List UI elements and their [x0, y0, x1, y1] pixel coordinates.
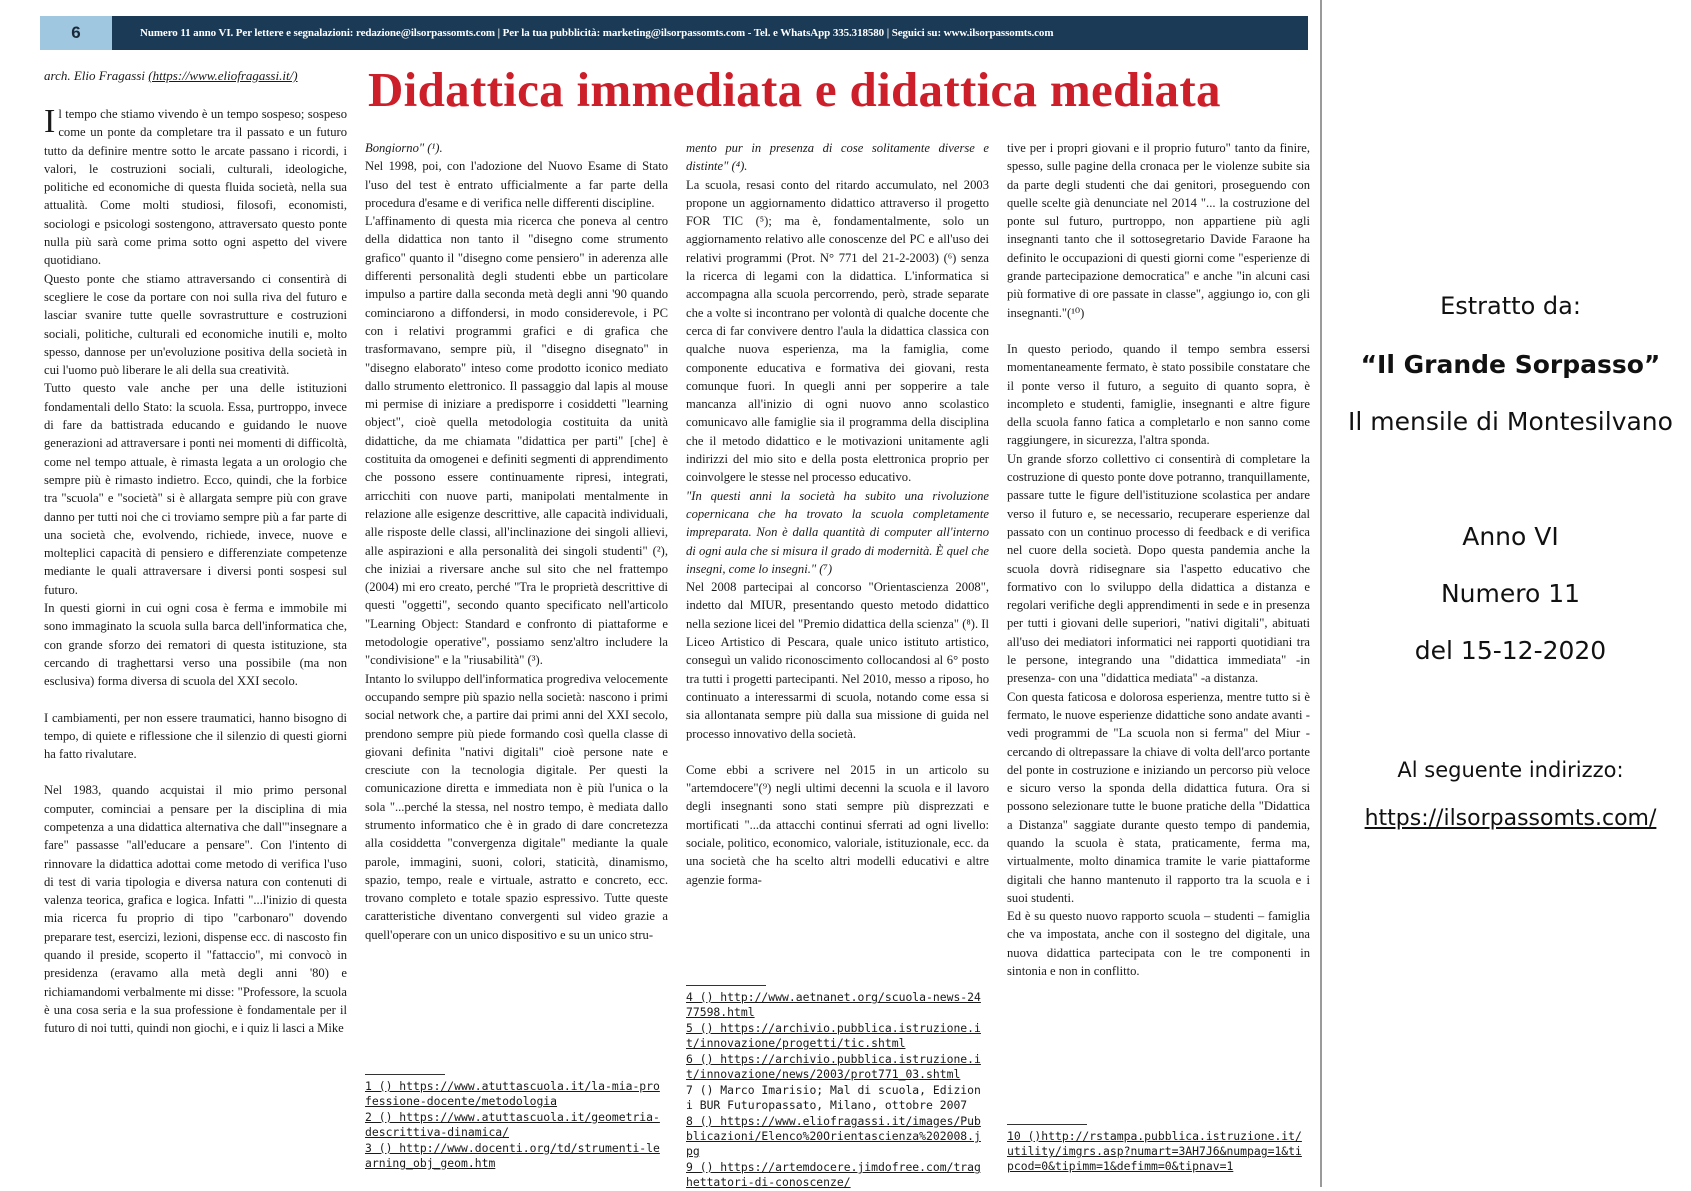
footnote-link[interactable]: 4 () http://www.aetnanet.org/scuola-news-2477598.html [686, 990, 981, 1019]
paragraph: Questo ponte che stiamo attraversando ci consentirà di scegliere le cose da portare con noi sulla riva del futuro e lasciar svanire tutte quelle sovrastrutture e costruzioni sociali, politiche, culturali ed economiche inutili e, molto spesso, dannose per un'evoluzione positiva della società in cui l'uomo può liberare le ali della sua creatività. [44, 271, 347, 378]
footnote-link[interactable]: 1 () https://www.atuttascuola.it/la-mia-professione-docente/metodologia [365, 1079, 660, 1108]
article-column-2 [365, 139, 668, 1159]
paragraph: Con questa faticosa e dolorosa esperienza, mentre tutto si è fermato, le nuove esperienze didattiche sono andate avanti - vedi programmi de "La scuola non si ferma" del Miur - cercando di oltrepassare la chiave di volta dell'arco portante del ponte in costruzione e iniziando un percorso più veloce e sicuro verso la sponda della didattica futura. Ora si possono selezionare tutte le buone pratiche della "Didattica a Distanza" saggiate durante questo tempo di pandemia, quando la scuola è stata, praticamente, ferma ma, virtualmente, molto dinamica tramite le varie piattaforme digitali che hanno mantenuto il rapporto tra la scuola e i suoi studenti. [1007, 689, 1310, 905]
footnote-link[interactable]: 3 () http://www.docenti.org/td/strumenti-learning_obj_geom.htm [365, 1141, 660, 1170]
paragraph: Intanto lo sviluppo dell'informatica progrediva velocemente occupando sempre più spazio nella società: nascono i primi social network che, a partire dai primi anni del XXI secolo, prendono sempre più piede formando così quella classe di giovani definita "nativi digitali" cioè persone nate e cresciute con la tecnologia digitale. Per questi la comunicazione diretta e immediata non è più l'unica o la sola "...perché la stessa, nel nostro tempo, è mediata dallo strumento informatico che è in grado di dare concretezza alla cosiddetta "convergenza digitale" mediante la quale parole, immagini, suoni, colori, staticità, dinamismo, spazio, tempo, reale e virtuale, astratto e concreto, ecc. trovano completo e totale spazio espressivo. Tutte queste caratteristiche diventano convergenti sul video grazie a quell'operare con un unico dispositivo e su un unico stru- [365, 671, 668, 942]
paragraph: mento pur in presenza di cose solitamente diverse e distinte" (⁴). [686, 141, 989, 174]
quote-paragraph: "In questi anni la società ha subito una rivoluzione copernicana che ha trovato la scuola completamente impreparata. Non è dalla quantità di computer all'interno di ogni aula che si misura il grado di modernità. È quel che insegni, come lo insegni." (⁷) [686, 488, 989, 576]
issue-date: del 15-12-2020 [1414, 636, 1607, 665]
paragraph: Il tempo che stiamo vivendo è un tempo sospeso; sospeso come un ponte da completare tra il passato e un futuro tutto da definire mentre sotto le arcate passano i ricordi, i valori, le costruzioni sociali, culturali, ideologiche, politiche ed economiche di questa fluida società, nella sua attualità. Come molti studiosi, filosofi, economisti, sociologi e psicologi sostengono, attraversato questo ponte nulla più sarà come prima sotto ogni aspetto del vivere quotidiano. [44, 105, 347, 268]
address-label: Al seguente indirizzo: [1397, 758, 1624, 782]
paragraph: tive per i propri giovani e il proprio futuro" tanto da finire, spesso, sulle pagine della cronaca per le violenze subite sia da parte degli studenti che dai genitori, proseguendo con quelle scelte già denunciate nel 2014 "... la costruzione del ponte sul futuro, purtroppo, non appartiene più agli insegnanti tanto che il sottosegretario Davide Faraone ha definito le occupazioni di questi giorni come "esperienze di grande partecipazione democratica" e anche "in alcuni casi più formative di ore passate in classe", aggiungo io, con gli insegnanti."(¹⁰) [1007, 141, 1310, 320]
footnote-link[interactable]: 9 () https://artemdocere.jimdofree.com/traghettatori-di-conoscenze/ [686, 1160, 981, 1189]
author-name: arch. Elio Fragassi [44, 68, 145, 83]
paragraph: Nel 2008 partecipai al concorso "Orientascienza 2008", indetto dal MIUR, presentando questo metodo didattico nella sezione licei del "Premio didattica della scienza" (⁸). Il Liceo Artistico di Pescara, quale unico istituto artistico, conseguì un valido riconoscimento collocandosi al 6° posto tra tutti i progetti partecipanti. Nel 2010, messo a riposo, ho continuato a interessarmi di scuola, notando come essa si sia allontanata sempre più dalla sua missione di guida nel processo innovativo della società. [686, 580, 989, 741]
publication-subtitle: Il mensile di Montesilvano [1348, 407, 1673, 436]
paragraph: In questi giorni in cui ogni cosa è ferma e immobile mi sono immaginato la scuola sulla barca dell'informatica che, con grande sforzo dei rematori di questa istituzione, sta cercando di traghettarsi verso una possibile (ma non esclusiva) forma diversa di scuola del XXI secolo. [44, 601, 347, 689]
author-link[interactable]: (https://www.eliofragassi.it/) [148, 68, 298, 83]
footnote-link[interactable]: 8 () https://www.eliofragassi.it/images/Pubblicazioni/Elenco%20Orientascienza%202008.jpg [686, 1114, 981, 1158]
issue-number: Numero 11 [1440, 579, 1581, 608]
drop-cap: I [44, 105, 56, 140]
headline: Didattica immediata e didattica mediata [368, 62, 1221, 117]
issue-year: Anno VI [1462, 522, 1559, 551]
footnotes-column-2 [365, 1074, 665, 1172]
footnote-divider [365, 1074, 445, 1075]
footnotes-column-3 [686, 985, 986, 1191]
publication-title: “Il Grande Sorpasso” [1360, 350, 1661, 379]
footnote-divider [686, 985, 766, 986]
paragraph: Tutto questo vale anche per una delle istituzioni fondamentali dello Stato: la scuola. Essa, purtroppo, invece di fare da battistrada educando e guidando le nuove generazioni ad attraversare i ponti nei momenti di difficoltà, come nel tempo attuale, è rimasta legata a un orologio che sempre più è rimasto indietro. Ecco, quindi, che la forbice tra "scuola" e "società" si è allargata sempre più con grave danno per tutti noi che ci troviamo sempre più a far parte di una società che, evolvendo, richiede, invece, nuove e molteplici capacità di pensiero e differenziate competenze mediante le quali attraversare i diversi ponti sospesi sul futuro. [44, 381, 347, 597]
header-band [40, 16, 1308, 50]
footnote-link[interactable]: 2 () https://www.atuttascuola.it/geometria-descrittiva-dinamica/ [365, 1110, 660, 1139]
paragraph: I cambiamenti, per non essere traumatici, hanno bisogno di tempo, di quiete e riflessione che il silenzio di questi giorni ha fatto rivalutare. [44, 710, 347, 762]
paragraph: In questo periodo, quando il tempo sembra essersi momentaneamente fermato, è stato possibile constatare che il ponte verso il futuro, a seguito di quanto sopra, è incompleto e studenti, famiglie, insegnanti e altre figure della scuola fanno fatica a completarlo e non sanno come raggiungere, in sicurezza, l'altra sponda. [1007, 341, 1310, 448]
footnotes-column-4 [1007, 1124, 1307, 1175]
publication-url-link[interactable]: https://ilsorpassomts.com/ [1364, 806, 1657, 831]
paragraph: Un grande sforzo collettivo ci consentirà di completare la costruzione di questo ponte dove potranno, tranquillamente, passare tutte le figure dell'istituzione scolastica per andare verso il futuro e, se necessario, recuperare esperienze dal passato con un continuo processo di feedback e di verifica nel cuore della società. Dopo questa pandemia anche la scuola dovrà ridisegnare sia l'aspetto educativo che formativo con lo sviluppo della didattica a distanza e regolari verifiche degli apprendimenti in sede e in presenza per tutti i giovani delle superiori, "nativi digitali", abituati all'uso dei mediatori informatici nei rapporti quotidiani tra le persone, integrando una "didattica immediata" -in presenza- con una "didattica mediata" -a distanza. [1007, 451, 1310, 686]
paragraph: Nel 1998, poi, con l'adozione del Nuovo Esame di Stato l'uso del test è entrato ufficialmente a far parte della procedura d'esame e di verifica nelle differenti discipline. [365, 159, 668, 210]
paragraph: La scuola, resasi conto del ritardo accumulato, nel 2003 propone un aggiornamento didattico attraverso il progetto FOR TIC (⁵); ma è, fondamentalmente, solo un aggiornamento relativo alle conoscenze del PC e all'uso dei relativi programmi (Prot. N° 771 del 21-2-2003) (⁶) senza la ricerca di legami con la didattica. L'informatica si accompagna alla scuola percorrendo, però, strade separate che a volte si incontrano per volontà di qualche docente che cerca di far convivere dentro l'aula la didattica classica con qualche nuova esperienza, ma la famiglia, come componente educativa e formativa dei giovani, resta comunque fuori. In quegli anni per sopperire a tale mancanza all'inizio di ogni nuovo anno scolastico comunicavo alle famiglie sia il programma della disciplina che il metodo didattico e le motivazioni unitamente agli indirizzi del mio sito e della posta elettronica proprio per coinvolgere le stesse nel processo educativo. [686, 177, 989, 485]
byline [44, 68, 298, 84]
footnote-link[interactable]: 10 ()http://rstampa.pubblica.istruzione.it/utility/imgrs.asp?numart=3AH7J6&numpag=1&tipcod=0&tipimm=1&defimm=0&tipnav=1 [1007, 1129, 1302, 1173]
extract-sidebar [1330, 0, 1691, 1187]
footnote-text: 7 () Marco Imarisio; Mal di scuola, Edizioni BUR Futuropassato, Milano, ottobre 2007 [686, 1083, 981, 1112]
paragraph: Bongiorno" (¹). [365, 141, 443, 155]
article-column-4 [1007, 139, 1310, 1159]
footnote-link[interactable]: 5 () https://archivio.pubblica.istruzione.it/innovazione/progetti/tic.shtml [686, 1021, 981, 1050]
paragraph: Nel 1983, quando acquistai il mio primo personal computer, cominciai a pensare per la disciplina di mia competenza a una didattica alternativa che dall'"insegnare a fare" passasse "all'educare a pensare". Con l'intento di rinnovare la didattica adottai come metodo di verifica l'uso di test di varia tipologia e diversa natura con contenuti di valenza teorica, grafica e logica. Infatti "...l'inizio di questa mia ricerca fu proprio di tipo "carbonaro" dovendo preparare test, esercizi, lezioni, dispense ecc. di nascosto fin quando il preside, scoperto il "fattaccio", mi convocò in presidenza (eravamo alla metà degli anni '80) e richiamandomi verbalmente mi disse: "Professore, la scuola è una cosa seria e la sua professione è fondamentale per il futuro di noi tutti, quindi non giochi, e i quiz li lasci a Mike [44, 783, 347, 1036]
paragraph: Ed è su questo nuovo rapporto scuola – studenti – famiglia che va impostata, anche con il sostegno del digitale, una nuova didattica partecipata con le tre componenti in sintonia e non in conflitto. [1007, 909, 1310, 979]
article-column-1 [44, 105, 347, 1160]
footnote-divider [1007, 1124, 1087, 1125]
header-info: Numero 11 anno VI. Per lettere e segnalazioni: redazione@ilsorpassomts.com | Per la tua pubblicità: marketing@ilsorpassomts.com - Tel. e WhatsApp 335.318580 | Seguici su: www.ilsorpassomts.com [140, 27, 1054, 39]
footnote-link[interactable]: 6 () https://archivio.pubblica.istruzione.it/innovazione/news/2003/prot771_03.shtml [686, 1052, 981, 1081]
paragraph: L'affinamento di questa mia ricerca che poneva al centro della didattica non tanto il "disegno come strumento grafico" quanto il "disegno come pensiero" in aderenza alle differenti personalità degli studenti ebbe un particolare impulso a partire dalla seconda metà degli anni '90 quando cominciarono a diffondersi, in modo considerevole, i PC con i relativi programmi grafici e di grafica che trasformavano, sempre più, il "disegno disegnato" in "disegno elaborato" inteso come prodotto iconico mediato dallo strumento elettronico. Il passaggio dal lapis al mouse mi permise di iniziare a predisporre i cosiddetti "learning object", cioè quella metodologia costituita da unità didattiche, da me chiamata "didattica per parti" [che] è costituita da omogenei e definiti segmenti di apprendimento che possono essere continuamente ripresi, integrati, arricchiti con nuove parti, manipolati mentalmente in relazione alle esigenze descrittive, alle capacità individuali, alle risposte delle classi, all'inclinazione dei singoli allievi, alle aspirazioni e alla personalità dei singoli studenti" (²), che iniziai a riversare anche sul sito che nel frattempo (2004) mi ero creato, perché "Tra le proprietà descrittive di questi "oggetti", secondo quanto specificato nell'articolo "Learning Object: Standard e confronto di piattaforme e metodologie operative", possiamo senz'altro includere la "condivisione" e la "riusabilità" (³). [365, 214, 668, 668]
page-number: 6 [40, 16, 112, 50]
paragraph: Come ebbi a scrivere nel 2015 in un articolo su "artemdocere"(⁹) negli ultimi decenni la scuola e il lavoro degli insegnanti sono stati sempre più disprezzati e mortificati "...da attacchi continui sferrati ad ogni livello: sociale, politico, economico, valoriale, istituzionale, ecc. da una società che ha scelto altri modelli educativi e altre agenzie forma- [686, 762, 989, 887]
extract-label: Estratto da: [1440, 292, 1581, 320]
